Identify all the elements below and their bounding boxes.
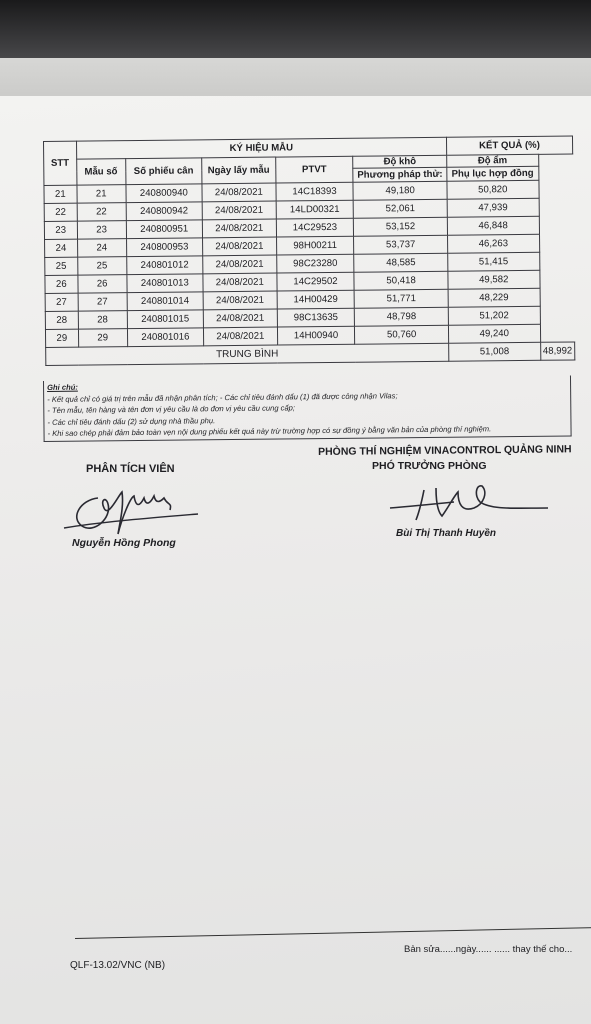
note-line: - Các chỉ tiêu đánh dấu (2) sử dụng nhà thầu phụ. bbox=[47, 415, 216, 427]
analyst-name: Nguyễn Hồng Phong bbox=[72, 537, 176, 549]
cell-stt: 27 bbox=[45, 293, 78, 311]
cell-dryness: 49,180 bbox=[353, 181, 447, 200]
cell-moisture: 51,415 bbox=[448, 252, 540, 271]
analyst-title: PHÂN TÍCH VIÊN bbox=[86, 463, 175, 475]
cell-sampling-date: 24/08/2021 bbox=[203, 309, 277, 328]
cell-vehicle: 98C23280 bbox=[276, 254, 354, 273]
average-label: TRUNG BÌNH bbox=[46, 343, 449, 365]
cell-sampling-date: 24/08/2021 bbox=[202, 219, 276, 238]
cell-dryness: 48,798 bbox=[355, 307, 449, 326]
cell-stt: 22 bbox=[44, 203, 77, 221]
header-sampling-date: Ngày lấy mẫu bbox=[202, 157, 276, 184]
header-dryness: Độ khô bbox=[353, 155, 447, 168]
cell-stt: 21 bbox=[44, 185, 77, 203]
notes-box bbox=[43, 375, 572, 441]
cell-dryness: 48,585 bbox=[354, 253, 448, 272]
cell-moisture: 48,229 bbox=[448, 288, 540, 307]
cell-weigh-ticket: 240800942 bbox=[126, 202, 203, 221]
cell-moisture: 51,202 bbox=[448, 306, 540, 325]
cell-sampling-date: 24/08/2021 bbox=[202, 183, 276, 202]
header-result-group: KẾT QUẢ (%) bbox=[446, 136, 572, 155]
cell-stt: 29 bbox=[45, 329, 78, 347]
cell-moisture: 50,820 bbox=[447, 180, 539, 199]
cell-stt: 26 bbox=[45, 275, 78, 293]
cell-sampling-date: 24/08/2021 bbox=[203, 237, 277, 256]
cell-dryness: 50,418 bbox=[354, 271, 448, 290]
cell-weigh-ticket: 240800940 bbox=[126, 184, 203, 203]
cell-sampling-date: 24/08/2021 bbox=[203, 327, 277, 346]
cell-sampling-date: 24/08/2021 bbox=[203, 255, 277, 274]
cell-moisture: 49,240 bbox=[448, 324, 540, 343]
cell-moisture: 47,939 bbox=[447, 198, 539, 217]
header-vehicle: PTVT bbox=[275, 156, 353, 183]
cell-weigh-ticket: 240801016 bbox=[127, 328, 204, 347]
results-table bbox=[43, 135, 575, 366]
cell-sample-no: 21 bbox=[77, 185, 126, 204]
cell-moisture: 46,848 bbox=[447, 216, 539, 235]
footer-divider bbox=[75, 927, 591, 939]
cell-vehicle: 14H00940 bbox=[277, 326, 355, 345]
form-code: QLF-13.02/VNC (NB) bbox=[70, 960, 166, 971]
deputy-role: PHÓ TRƯỞNG PHÒNG bbox=[372, 460, 487, 472]
cell-sampling-date: 24/08/2021 bbox=[202, 201, 276, 220]
header-method-value: Phụ lục hợp đồng bbox=[447, 166, 539, 181]
cell-dryness: 50,760 bbox=[355, 325, 449, 344]
header-method-label: Phương pháp thử: bbox=[353, 167, 447, 182]
cell-sample-no: 22 bbox=[77, 203, 126, 222]
cell-sampling-date: 24/08/2021 bbox=[203, 273, 277, 292]
note-line: - Khi sao chép phải đảm bảo toàn vẹn nội dung phiếu kết quả này trừ trường hợp có sự đồng ý bằng văn bản của phòng thí nghiệm. bbox=[47, 424, 492, 438]
cell-sampling-date: 24/08/2021 bbox=[203, 291, 277, 310]
cell-weigh-ticket: 240801012 bbox=[126, 256, 203, 275]
average-dryness: 51,008 bbox=[448, 342, 540, 361]
results-body bbox=[44, 180, 575, 348]
cell-dryness: 53,152 bbox=[354, 217, 448, 236]
cell-vehicle: 14C29523 bbox=[276, 218, 354, 237]
cell-sample-no: 24 bbox=[77, 239, 126, 258]
revision-note: Bản sửa......ngày...... ...... thay thế cho... bbox=[404, 944, 573, 955]
cell-sample-no: 23 bbox=[77, 221, 126, 240]
cell-weigh-ticket: 240800951 bbox=[126, 220, 203, 239]
average-moisture: 48,992 bbox=[540, 342, 575, 360]
header-moisture: Độ ẩm bbox=[446, 154, 538, 167]
cell-sample-no: 25 bbox=[77, 257, 126, 276]
cell-vehicle: 98H00211 bbox=[276, 236, 354, 255]
cell-vehicle: 14C18393 bbox=[276, 182, 354, 201]
cell-weigh-ticket: 240800953 bbox=[126, 238, 203, 257]
cell-sample-no: 29 bbox=[78, 329, 127, 348]
cell-weigh-ticket: 240801013 bbox=[127, 274, 204, 293]
notes-title: Ghi chú: bbox=[47, 382, 78, 392]
analyst-signature bbox=[60, 478, 210, 540]
cell-moisture: 46,263 bbox=[447, 234, 539, 253]
cell-dryness: 52,061 bbox=[354, 199, 448, 218]
header-stt: STT bbox=[44, 141, 77, 185]
cell-weigh-ticket: 240801015 bbox=[127, 310, 204, 329]
cell-sample-no: 27 bbox=[78, 293, 127, 312]
cell-weigh-ticket: 240801014 bbox=[127, 292, 204, 311]
deputy-name: Bùi Thị Thanh Huyền bbox=[396, 528, 496, 539]
lab-name: PHÒNG THÍ NGHIỆM VINACONTROL QUẢNG NINH bbox=[318, 443, 572, 458]
cell-stt: 25 bbox=[45, 257, 78, 275]
note-line: - Kết quả chỉ có giá trị trên mẫu đã nhận phân tích; - Các chỉ tiêu đánh dấu (1) đã được công nhận Vilas; bbox=[47, 390, 398, 404]
cell-moisture: 49,582 bbox=[448, 270, 540, 289]
cell-dryness: 53,737 bbox=[354, 235, 448, 254]
cell-stt: 28 bbox=[45, 311, 78, 329]
header-sample-group: KÝ HIỆU MẪU bbox=[76, 137, 446, 159]
header-sample-no: Mẫu số bbox=[76, 159, 125, 186]
cell-vehicle: 14LD00321 bbox=[276, 200, 354, 219]
header-weigh-ticket: Số phiếu cân bbox=[125, 158, 202, 185]
cell-stt: 23 bbox=[44, 221, 77, 239]
cell-vehicle: 14C29502 bbox=[277, 272, 355, 291]
cell-dryness: 51,771 bbox=[354, 289, 448, 308]
cell-vehicle: 14H00429 bbox=[277, 290, 355, 309]
cell-vehicle: 98C13635 bbox=[277, 308, 355, 327]
cell-sample-no: 28 bbox=[78, 311, 127, 330]
cell-stt: 24 bbox=[45, 239, 78, 257]
note-line: - Tên mẫu, tên hàng và tên đơn vị yêu cầu là do đơn vị yêu cầu cung cấp; bbox=[47, 403, 296, 415]
cell-sample-no: 26 bbox=[78, 275, 127, 294]
deputy-signature bbox=[384, 478, 554, 526]
